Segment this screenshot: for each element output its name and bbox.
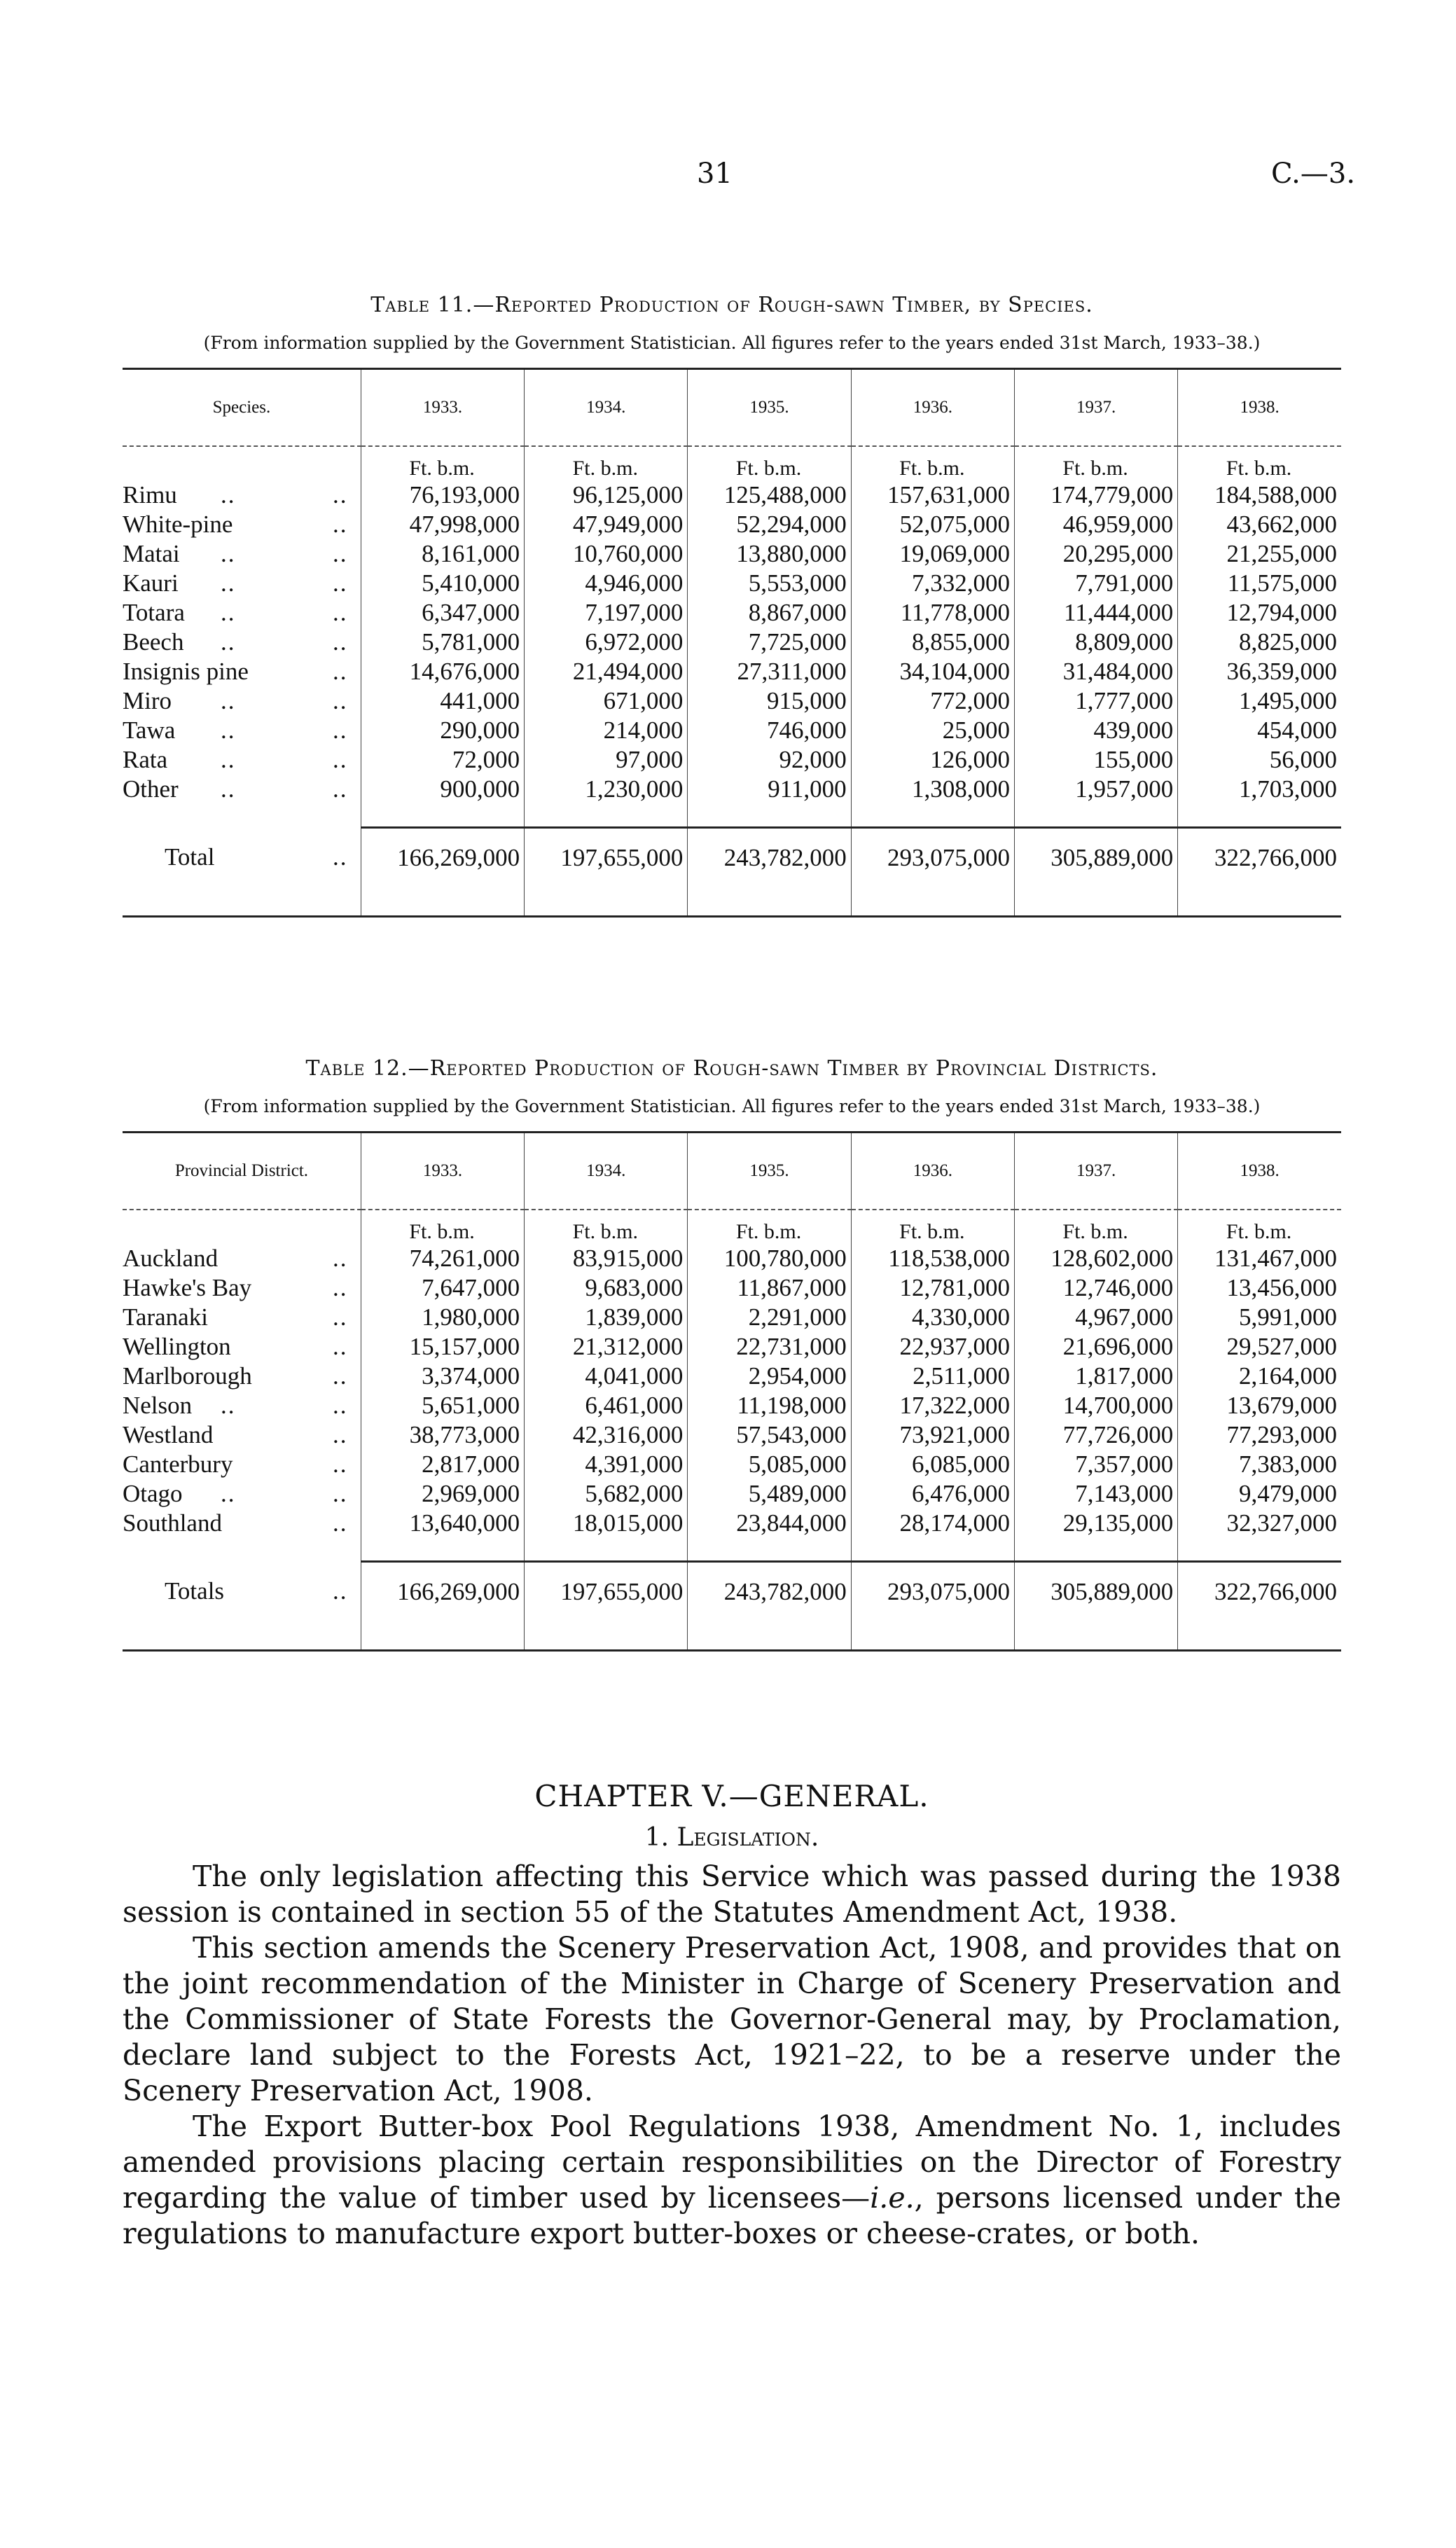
unit-cell: Ft. b.m. — [361, 446, 524, 480]
paragraph-text: , persons licensed under the regulations to manufacture export butter-boxes or cheese-crates, or both. — [123, 2181, 1341, 2250]
value-cell: 1,777,000 — [1014, 686, 1177, 716]
row-label — [123, 480, 361, 510]
value-cell: 131,467,000 — [1178, 1244, 1341, 1273]
unit-cell: Ft. b.m. — [525, 446, 688, 480]
paragraph-text: The Export Butter-box Pool Regulations 1938, Amendment No. 1, includes amended provisions placing certain responsibilities on the Director of Forestry regarding the value of timber used by licensees— — [123, 2110, 1341, 2215]
row-label — [123, 686, 361, 716]
value-cell: 29,135,000 — [1014, 1509, 1177, 1538]
value-cell: 5,781,000 — [361, 628, 524, 657]
table-11 — [123, 368, 1341, 918]
value-cell: 8,161,000 — [361, 539, 524, 569]
value-cell: 43,662,000 — [1178, 510, 1341, 539]
value-cell: 4,967,000 — [1014, 1303, 1177, 1332]
unit-row — [123, 446, 1341, 480]
value-cell: 2,969,000 — [361, 1479, 524, 1509]
bottom-rule-row — [123, 887, 1341, 917]
value-cell: 72,000 — [361, 745, 524, 775]
value-cell: 83,915,000 — [525, 1244, 688, 1273]
value-cell: 52,075,000 — [851, 510, 1014, 539]
value-cell: 915,000 — [688, 686, 851, 716]
value-cell: 11,198,000 — [688, 1391, 851, 1420]
table-11-title: Table 11.—Reported Production of Rough-sawn Timber, by Species. — [370, 293, 1093, 317]
value-cell: 12,781,000 — [851, 1273, 1014, 1303]
value-cell: 38,773,000 — [361, 1420, 524, 1450]
value-cell: 11,575,000 — [1178, 569, 1341, 598]
value-cell: 8,825,000 — [1178, 628, 1341, 657]
value-cell: 8,809,000 — [1014, 628, 1177, 657]
table-11-body — [123, 446, 1341, 917]
row-label — [123, 510, 361, 539]
value-cell: 1,839,000 — [525, 1303, 688, 1332]
value-cell: 28,174,000 — [851, 1509, 1014, 1538]
page-number: 31 — [697, 158, 733, 190]
value-cell: 8,855,000 — [851, 628, 1014, 657]
unit-cell: Ft. b.m. — [361, 1210, 524, 1244]
table-12-body — [123, 1210, 1341, 1651]
value-cell: 1,957,000 — [1014, 775, 1177, 804]
leader-dots: .. — [221, 569, 236, 597]
leader-dots: .. — [333, 843, 348, 871]
row-label-text: Insignis pine — [123, 658, 249, 685]
row-label-text: Wellington — [123, 1333, 231, 1360]
value-cell: 6,085,000 — [851, 1450, 1014, 1479]
value-cell: 7,332,000 — [851, 569, 1014, 598]
row-label — [123, 539, 361, 569]
value-cell: 4,330,000 — [851, 1303, 1014, 1332]
total-label-text: Total — [165, 843, 215, 871]
row-label-text: Kauri — [123, 569, 179, 597]
row-label-text: White-pine — [123, 511, 233, 538]
table-11-section — [123, 293, 1341, 918]
row-label-text: Hawke's Bay — [123, 1274, 252, 1301]
column-header: Species. — [123, 369, 361, 447]
value-cell: 5,085,000 — [688, 1450, 851, 1479]
value-cell: 18,015,000 — [525, 1509, 688, 1538]
leader-dots: .. — [221, 775, 236, 803]
table-row — [123, 1362, 1341, 1391]
table-row — [123, 1303, 1341, 1332]
value-cell: 2,817,000 — [361, 1450, 524, 1479]
value-cell: 13,679,000 — [1178, 1391, 1341, 1420]
unit-cell: Ft. b.m. — [1014, 446, 1177, 480]
table-row — [123, 1479, 1341, 1509]
value-cell: 125,488,000 — [688, 480, 851, 510]
column-header: 1933. — [361, 1133, 524, 1210]
total-value-cell: 243,782,000 — [688, 1562, 851, 1622]
unit-cell: Ft. b.m. — [688, 1210, 851, 1244]
unit-cell: Ft. b.m. — [851, 1210, 1014, 1244]
row-label-text: Miro — [123, 687, 172, 714]
leader-dots: .. — [333, 658, 348, 685]
row-label — [123, 1210, 361, 1244]
table-row — [123, 628, 1341, 657]
section-title: 1. Legislation. — [644, 1823, 819, 1852]
total-value-cell: 166,269,000 — [361, 828, 524, 888]
value-cell: 184,588,000 — [1178, 480, 1341, 510]
row-label — [123, 1303, 361, 1332]
leader-dots: .. — [333, 628, 348, 656]
paragraph: This section amends the Scenery Preservation Act, 1908, and provides that on the joint recommendation of the Minister in Charge of Scenery Preservation and the Commissioner of State Forests the Governor-General may, by Proclamation, declare land subject to the Forests Act, 1921–22, to be a reserve under the Scenery Preservation Act, 1908. — [123, 1931, 1341, 2107]
table-12-section — [123, 1056, 1341, 1652]
row-label — [123, 598, 361, 628]
value-cell: 746,000 — [688, 716, 851, 745]
value-cell: 100,780,000 — [688, 1244, 851, 1273]
column-header: 1934. — [525, 369, 688, 447]
leader-dots: .. — [333, 1450, 348, 1478]
unit-cell: Ft. b.m. — [851, 446, 1014, 480]
value-cell: 29,527,000 — [1178, 1332, 1341, 1362]
value-cell: 47,949,000 — [525, 510, 688, 539]
row-label-text: Auckland — [123, 1245, 219, 1272]
table-11-note: (From information supplied by the Government Statistician. All figures refer to the years ended 31st March, 1933–38.) — [203, 333, 1261, 353]
column-header: 1935. — [688, 1133, 851, 1210]
table-12-header-row — [123, 1133, 1341, 1210]
row-label — [123, 716, 361, 745]
value-cell: 2,164,000 — [1178, 1362, 1341, 1391]
leader-dots: .. — [221, 540, 236, 567]
leader-dots: .. — [221, 687, 236, 714]
value-cell: 1,703,000 — [1178, 775, 1341, 804]
table-row — [123, 686, 1341, 716]
value-cell: 4,946,000 — [525, 569, 688, 598]
value-cell: 9,683,000 — [525, 1273, 688, 1303]
value-cell: 7,197,000 — [525, 598, 688, 628]
unit-cell: Ft. b.m. — [1178, 1210, 1341, 1244]
value-cell: 671,000 — [525, 686, 688, 716]
leader-dots: .. — [333, 687, 348, 714]
value-cell: 128,602,000 — [1014, 1244, 1177, 1273]
row-label — [123, 569, 361, 598]
value-cell: 15,157,000 — [361, 1332, 524, 1362]
value-cell: 36,359,000 — [1178, 657, 1341, 686]
total-label-text: Totals — [165, 1577, 225, 1605]
row-label — [123, 1273, 361, 1303]
value-cell: 56,000 — [1178, 745, 1341, 775]
value-cell: 439,000 — [1014, 716, 1177, 745]
chapter-title: CHAPTER V.—GENERAL. — [534, 1779, 929, 1813]
value-cell: 5,682,000 — [525, 1479, 688, 1509]
row-label-text: Matai — [123, 540, 180, 567]
value-cell: 3,374,000 — [361, 1362, 524, 1391]
value-cell: 20,295,000 — [1014, 539, 1177, 569]
leader-dots: .. — [333, 716, 348, 744]
value-cell: 52,294,000 — [688, 510, 851, 539]
paragraph-italic: i.e. — [870, 2181, 915, 2215]
leader-dots: .. — [333, 746, 348, 773]
value-cell: 1,980,000 — [361, 1303, 524, 1332]
row-label — [123, 1509, 361, 1538]
value-cell: 17,322,000 — [851, 1391, 1014, 1420]
row-label-text: Canterbury — [123, 1450, 233, 1478]
leader-dots: .. — [333, 1245, 348, 1272]
row-label — [123, 446, 361, 480]
value-cell: 7,383,000 — [1178, 1450, 1341, 1479]
value-cell: 22,937,000 — [851, 1332, 1014, 1362]
value-cell: 7,725,000 — [688, 628, 851, 657]
column-header: 1938. — [1178, 369, 1341, 447]
value-cell: 14,700,000 — [1014, 1391, 1177, 1420]
leader-dots: .. — [333, 481, 348, 508]
value-cell: 13,880,000 — [688, 539, 851, 569]
value-cell: 1,230,000 — [525, 775, 688, 804]
value-cell: 911,000 — [688, 775, 851, 804]
table-row — [123, 510, 1341, 539]
value-cell: 157,631,000 — [851, 480, 1014, 510]
total-value-cell: 322,766,000 — [1178, 1562, 1341, 1622]
value-cell: 97,000 — [525, 745, 688, 775]
table-row — [123, 775, 1341, 804]
value-cell: 6,461,000 — [525, 1391, 688, 1420]
total-label — [123, 828, 361, 888]
value-cell: 4,041,000 — [525, 1362, 688, 1391]
value-cell: 10,760,000 — [525, 539, 688, 569]
row-label-text: Tawa — [123, 716, 176, 744]
table-row — [123, 1420, 1341, 1450]
value-cell: 96,125,000 — [525, 480, 688, 510]
row-label — [123, 1244, 361, 1273]
column-header: 1937. — [1014, 369, 1177, 447]
value-cell: 441,000 — [361, 686, 524, 716]
unit-cell: Ft. b.m. — [688, 446, 851, 480]
table-11-header-row — [123, 369, 1341, 447]
value-cell: 11,444,000 — [1014, 598, 1177, 628]
leader-dots: .. — [333, 1362, 348, 1390]
table-row — [123, 480, 1341, 510]
value-cell: 155,000 — [1014, 745, 1177, 775]
table-12 — [123, 1131, 1341, 1652]
value-cell: 6,972,000 — [525, 628, 688, 657]
table-row — [123, 657, 1341, 686]
value-cell: 454,000 — [1178, 716, 1341, 745]
column-header: 1933. — [361, 369, 524, 447]
total-value-cell: 305,889,000 — [1014, 828, 1177, 888]
value-cell: 14,676,000 — [361, 657, 524, 686]
total-value-cell: 305,889,000 — [1014, 1562, 1177, 1622]
value-cell: 5,489,000 — [688, 1479, 851, 1509]
value-cell: 73,921,000 — [851, 1420, 1014, 1450]
row-label-text: Westland — [123, 1421, 214, 1448]
row-label — [123, 1362, 361, 1391]
row-label — [123, 775, 361, 804]
row-label — [123, 628, 361, 657]
leader-dots: .. — [221, 481, 236, 508]
value-cell: 46,959,000 — [1014, 510, 1177, 539]
leader-dots: .. — [333, 775, 348, 803]
row-label — [123, 745, 361, 775]
value-cell: 2,511,000 — [851, 1362, 1014, 1391]
value-cell: 47,998,000 — [361, 510, 524, 539]
total-value-cell: 166,269,000 — [361, 1562, 524, 1622]
leader-dots: .. — [221, 599, 236, 626]
value-cell: 7,143,000 — [1014, 1479, 1177, 1509]
chapter-section — [123, 1779, 1341, 2252]
table-row — [123, 745, 1341, 775]
table-row — [123, 1391, 1341, 1420]
column-header: 1936. — [851, 369, 1014, 447]
value-cell: 25,000 — [851, 716, 1014, 745]
leader-dots: .. — [221, 1480, 236, 1507]
value-cell: 8,867,000 — [688, 598, 851, 628]
row-label-text: Rimu — [123, 481, 177, 508]
total-label — [123, 1562, 361, 1622]
unit-row — [123, 1210, 1341, 1244]
value-cell: 2,954,000 — [688, 1362, 851, 1391]
leader-dots: .. — [221, 628, 236, 656]
row-label-text: Otago — [123, 1480, 183, 1507]
value-cell: 118,538,000 — [851, 1244, 1014, 1273]
value-cell: 5,991,000 — [1178, 1303, 1341, 1332]
value-cell: 57,543,000 — [688, 1420, 851, 1450]
row-label — [123, 657, 361, 686]
value-cell: 77,726,000 — [1014, 1420, 1177, 1450]
table-row — [123, 539, 1341, 569]
table-row — [123, 569, 1341, 598]
spacer-row — [123, 1538, 1341, 1562]
paragraph: The only legislation affecting this Service which was passed during the 1938 session is contained in section 55 of the Statutes Amendment Act, 1938. — [123, 1860, 1341, 1929]
row-label — [123, 1479, 361, 1509]
value-cell: 126,000 — [851, 745, 1014, 775]
column-header: Provincial District. — [123, 1133, 361, 1210]
row-label-text: Southland — [123, 1509, 222, 1537]
row-label-text: Taranaki — [123, 1303, 208, 1331]
column-header: 1938. — [1178, 1133, 1341, 1210]
document-reference: C.—3. — [1271, 158, 1356, 190]
total-row — [123, 1562, 1341, 1622]
row-label-text: Marlborough — [123, 1362, 252, 1390]
row-label — [123, 1420, 361, 1450]
leader-dots: .. — [333, 1509, 348, 1537]
value-cell: 12,794,000 — [1178, 598, 1341, 628]
total-value-cell: 197,655,000 — [525, 1562, 688, 1622]
leader-dots: .. — [333, 1577, 348, 1605]
column-header: 1935. — [688, 369, 851, 447]
value-cell: 21,494,000 — [525, 657, 688, 686]
value-cell: 5,553,000 — [688, 569, 851, 598]
total-value-cell: 293,075,000 — [851, 1562, 1014, 1622]
value-cell: 9,479,000 — [1178, 1479, 1341, 1509]
table-row — [123, 1509, 1341, 1538]
value-cell: 290,000 — [361, 716, 524, 745]
value-cell: 23,844,000 — [688, 1509, 851, 1538]
column-header: 1934. — [525, 1133, 688, 1210]
row-label-text: Beech — [123, 628, 184, 656]
value-cell: 19,069,000 — [851, 539, 1014, 569]
bottom-rule-row — [123, 1621, 1341, 1651]
row-label-text: Other — [123, 775, 179, 803]
value-cell: 6,347,000 — [361, 598, 524, 628]
row-label-text: Nelson — [123, 1392, 193, 1419]
row-label — [123, 1332, 361, 1362]
leader-dots: .. — [333, 599, 348, 626]
value-cell: 7,357,000 — [1014, 1450, 1177, 1479]
unit-cell: Ft. b.m. — [1178, 446, 1341, 480]
value-cell: 4,391,000 — [525, 1450, 688, 1479]
leader-dots: .. — [333, 1421, 348, 1448]
leader-dots: .. — [333, 1333, 348, 1360]
total-value-cell: 322,766,000 — [1178, 828, 1341, 888]
leader-dots: .. — [221, 1392, 236, 1419]
value-cell: 5,651,000 — [361, 1391, 524, 1420]
leader-dots: .. — [333, 1303, 348, 1331]
page-header — [0, 158, 1456, 200]
leader-dots: .. — [333, 1392, 348, 1419]
row-label — [123, 1450, 361, 1479]
value-cell: 21,696,000 — [1014, 1332, 1177, 1362]
value-cell: 76,193,000 — [361, 480, 524, 510]
value-cell: 21,312,000 — [525, 1332, 688, 1362]
value-cell: 27,311,000 — [688, 657, 851, 686]
value-cell: 11,867,000 — [688, 1273, 851, 1303]
table-row — [123, 1273, 1341, 1303]
unit-cell: Ft. b.m. — [1014, 1210, 1177, 1244]
row-label — [123, 1391, 361, 1420]
total-row — [123, 828, 1341, 888]
value-cell: 772,000 — [851, 686, 1014, 716]
leader-dots: .. — [333, 511, 348, 538]
table-row — [123, 1332, 1341, 1362]
value-cell: 174,779,000 — [1014, 480, 1177, 510]
value-cell: 7,791,000 — [1014, 569, 1177, 598]
value-cell: 31,484,000 — [1014, 657, 1177, 686]
total-value-cell: 243,782,000 — [688, 828, 851, 888]
total-value-cell: 293,075,000 — [851, 828, 1014, 888]
table-row — [123, 1450, 1341, 1479]
table-12-note: (From information supplied by the Government Statistician. All figures refer to the years ended 31st March, 1933–38.) — [203, 1096, 1261, 1116]
value-cell: 7,647,000 — [361, 1273, 524, 1303]
value-cell: 13,640,000 — [361, 1509, 524, 1538]
value-cell: 42,316,000 — [525, 1420, 688, 1450]
value-cell: 900,000 — [361, 775, 524, 804]
leader-dots: .. — [333, 569, 348, 597]
value-cell: 6,476,000 — [851, 1479, 1014, 1509]
value-cell: 1,817,000 — [1014, 1362, 1177, 1391]
spacer-row — [123, 804, 1341, 828]
value-cell: 12,746,000 — [1014, 1273, 1177, 1303]
value-cell: 77,293,000 — [1178, 1420, 1341, 1450]
value-cell: 5,410,000 — [361, 569, 524, 598]
paragraph — [123, 2109, 1341, 2252]
column-header: 1936. — [851, 1133, 1014, 1210]
value-cell: 32,327,000 — [1178, 1509, 1341, 1538]
value-cell: 2,291,000 — [688, 1303, 851, 1332]
value-cell: 13,456,000 — [1178, 1273, 1341, 1303]
value-cell: 74,261,000 — [361, 1244, 524, 1273]
value-cell: 92,000 — [688, 745, 851, 775]
table-row — [123, 1244, 1341, 1273]
value-cell: 214,000 — [525, 716, 688, 745]
leader-dots: .. — [333, 1274, 348, 1301]
value-cell: 11,778,000 — [851, 598, 1014, 628]
row-label-text: Totara — [123, 599, 185, 626]
table-12-title: Table 12.—Reported Production of Rough-sawn Timber by Provincial Districts. — [305, 1056, 1158, 1081]
value-cell: 22,731,000 — [688, 1332, 851, 1362]
row-label-text: Rata — [123, 746, 168, 773]
value-cell: 1,495,000 — [1178, 686, 1341, 716]
value-cell: 1,308,000 — [851, 775, 1014, 804]
leader-dots: .. — [221, 716, 236, 744]
leader-dots: .. — [221, 746, 236, 773]
unit-cell: Ft. b.m. — [525, 1210, 688, 1244]
value-cell: 34,104,000 — [851, 657, 1014, 686]
column-header: 1937. — [1014, 1133, 1177, 1210]
table-row — [123, 598, 1341, 628]
leader-dots: .. — [333, 1480, 348, 1507]
table-row — [123, 716, 1341, 745]
value-cell: 21,255,000 — [1178, 539, 1341, 569]
total-value-cell: 197,655,000 — [525, 828, 688, 888]
leader-dots: .. — [333, 540, 348, 567]
